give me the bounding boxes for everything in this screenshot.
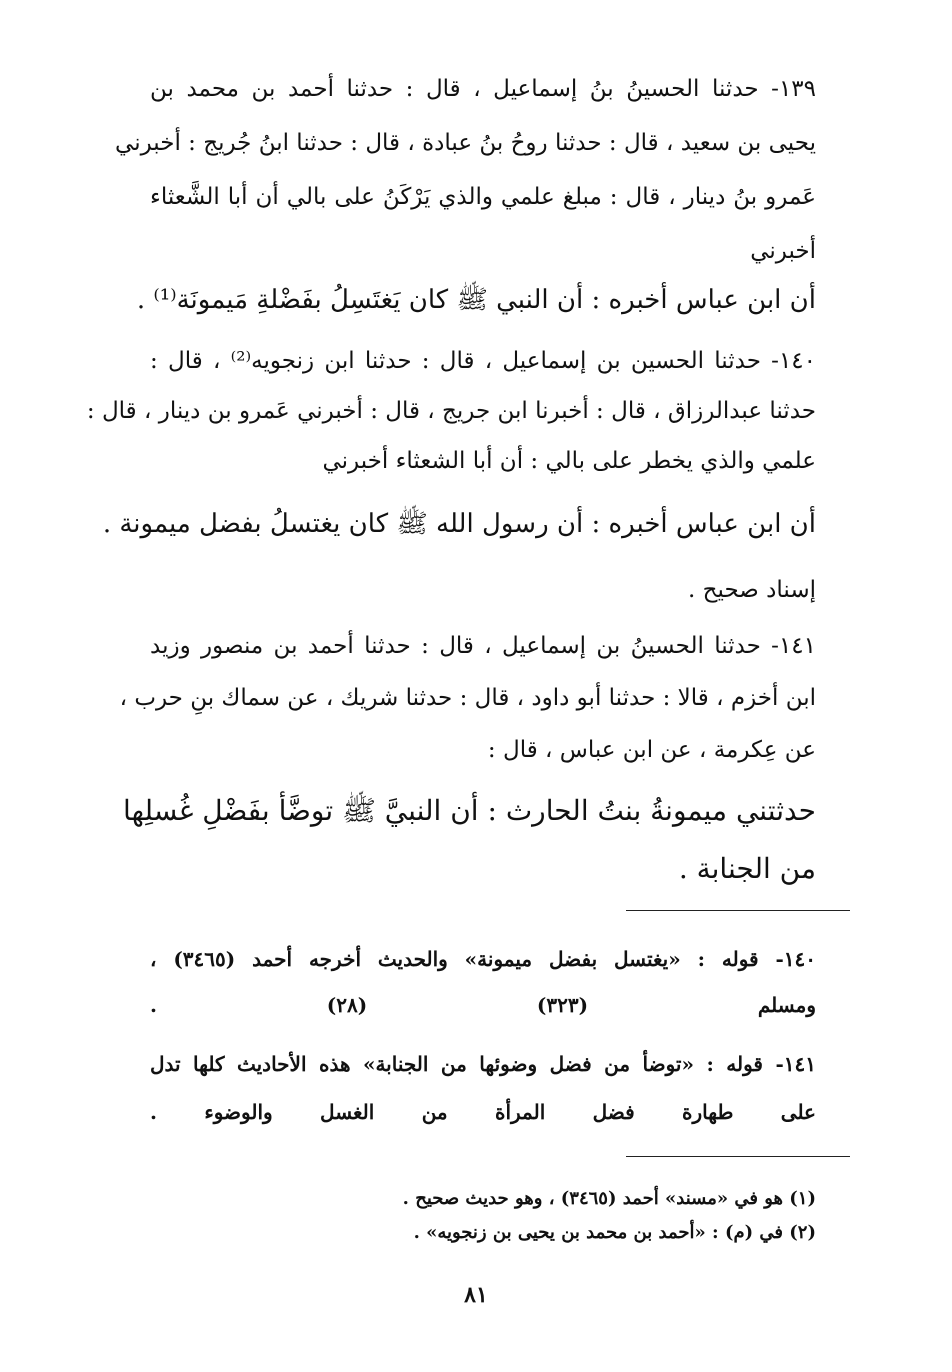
matn-line: حدثتني ميمونةُ بنتُ الحارث : أن النبيَّ ﷺ توضَّأ بفَضْلِ غُسلِها: [123, 794, 816, 827]
text-line: يحيى بن سعيد ، قال : حدثنا روحُ بنُ عبادة ، قال : حدثنا ابنُ جُريج : أخبرني: [115, 130, 816, 156]
footnote-1: (١) هو في «مسند» أحمد (٣٤٦٥) ، وهو حديث صحيح .: [402, 1188, 816, 1209]
hadith-141-isnad: [119, 620, 816, 776]
hadith-139-isnad: [115, 62, 816, 278]
text-line: ابن أخزم ، قالا : حدثنا أبو داود ، قال : حدثنا شريك ، عن سماك بنِ حرب ،: [119, 685, 816, 711]
text-line: علمي والذي يخطر على بالي : أن أبا الشعثاء أخبرني: [322, 448, 816, 474]
footnote-2: (٢) في (م) : «أحمد بن محمد بن يحيى بن زنجويه» .: [413, 1222, 816, 1243]
hadith-140-grade: [150, 568, 816, 612]
hadith-139-matn: [136, 278, 816, 322]
page-number: ٨١: [464, 1282, 488, 1308]
text-line: ١٣٩- حدثنا الحسينُ بنُ إسماعيل ، قال : حدثنا أحمد بن محمد بن: [150, 76, 816, 102]
grade-line: إسناد صحيح .: [688, 577, 816, 603]
text-line: عَمرو بنُ دينار ، قال : مبلغ علمي والذي يَرْكَنُ على بالي أن أبا الشَّعثاء: [150, 184, 816, 210]
note-line: ١٤١- قوله : «توضأ من فضل وضوئها من الجنابة» هذه الأحاديث كلها تدل: [150, 1052, 816, 1076]
commentary-note-140: [150, 936, 816, 1028]
footnote-separator: [626, 1156, 850, 1157]
note-line: ومسلم (٣٢٣) (٢٨) .: [150, 993, 817, 1017]
matn-line: من الجنابة .: [678, 852, 816, 885]
text-line: حدثنا عبدالرزاق ، قال : أخبرنا ابن جريج ، قال : أخبرني عَمرو بن دينار ، قال :: [86, 398, 816, 424]
matn-line: أن ابن عباس أخبره : أن النبي ﷺ كان يَغتَسِلُ بفَضْلةِ مَيمونَة⁽¹⁾ .: [136, 285, 816, 315]
hadith-141-matn: [123, 782, 816, 898]
commentary-separator: [626, 910, 850, 911]
text-line: عن عِكرمة ، عن ابن عباس ، قال :: [487, 737, 816, 763]
text-line: ١٤١- حدثنا الحسينُ بن إسماعيل ، قال : حدثنا أحمد بن منصور وزيد: [150, 633, 816, 659]
text-line: ١٤٠- حدثنا الحسين بن إسماعيل ، قال : حدثنا ابن زنجويه⁽²⁾ ، قال :: [150, 348, 817, 374]
footnotes: [150, 1182, 816, 1250]
text-line: أخبرني: [750, 238, 816, 264]
note-line: ١٤٠- قوله : «يغتسل بفضل ميمونة» والحديث أخرجه أحمد (٣٤٦٥) ،: [150, 947, 816, 971]
hadith-140-isnad: [86, 336, 817, 486]
commentary-note-141: [150, 1040, 816, 1136]
matn-line: أن ابن عباس أخبره : أن رسول الله ﷺ كان يغتسلُ بفضل ميمونة .: [102, 509, 816, 539]
hadith-140-matn: [102, 500, 816, 548]
note-line: على طهارة فضل المرأة من الغسل والوضوء .: [150, 1100, 816, 1124]
